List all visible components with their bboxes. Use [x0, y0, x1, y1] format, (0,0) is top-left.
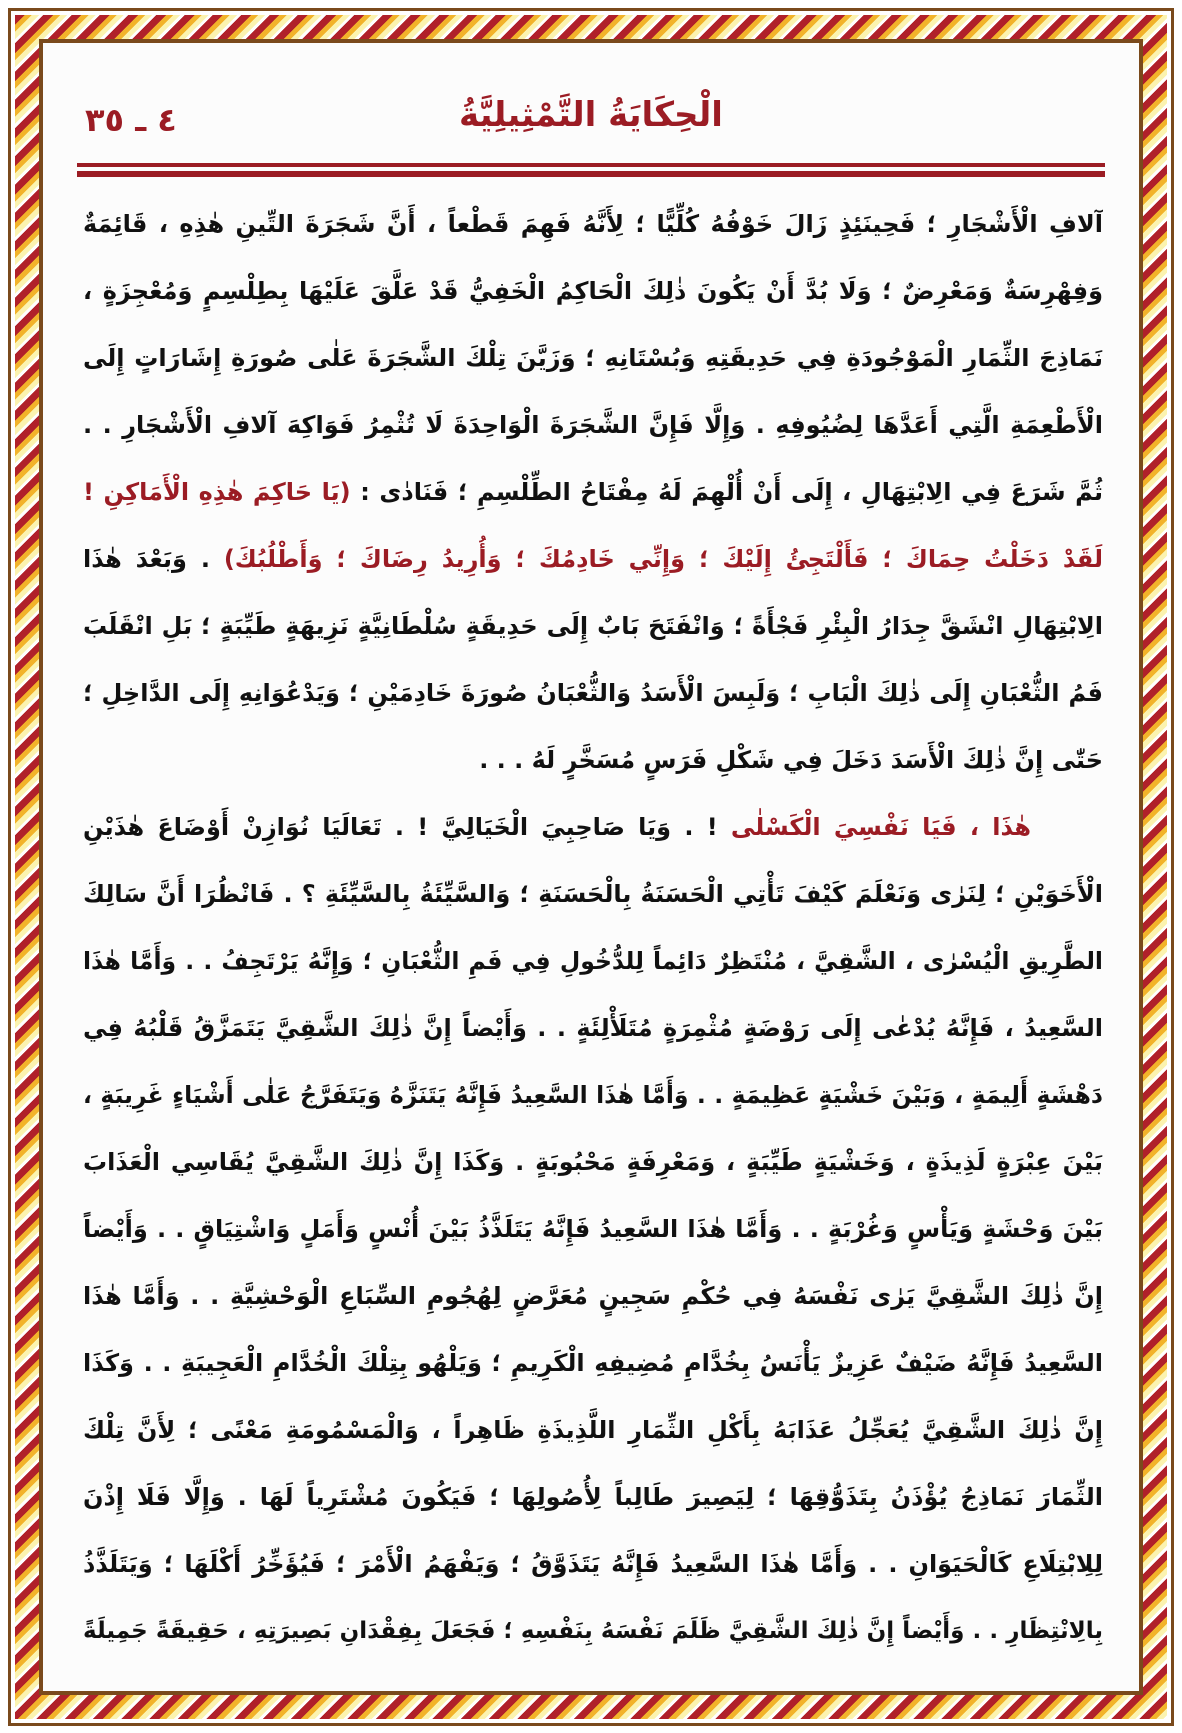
text-line — [83, 459, 1103, 526]
text-segment: بَيْنَ عِبْرَةٍ لَذِيذَةٍ ، وَخَشْيَةٍ طَيِّبَةٍ ، وَمَعْرِفَةٍ مَحْبُوبَةٍ . وَكَذَا إِنَّ ذٰلِكَ الشَّقِيَّ يُقَاسِي الْعَذَابَ — [83, 1148, 1103, 1176]
text-segment: . وَبَعْدَ هٰذَا — [83, 545, 224, 573]
text-line — [83, 794, 1103, 861]
page-title: الْحِكَايَةُ التَّمْثِيلِيَّةُ — [459, 95, 723, 135]
text-line — [83, 995, 1103, 1062]
text-line — [83, 593, 1103, 660]
text-line — [83, 258, 1103, 325]
text-line — [83, 325, 1103, 392]
text-line — [83, 928, 1103, 995]
highlighted-text: هٰذَا ، فَيَا نَفْسِيَ الْكَسْلٰى — [730, 813, 1031, 841]
page-number: ٤ ـ ٣٥ — [85, 101, 177, 139]
text-line — [83, 727, 1103, 794]
text-line — [83, 1598, 1103, 1665]
text-segment: بِالِانْتِظَارِ . . وَأَيْضاً إِنَّ ذٰلِكَ الشَّقِيَّ ظَلَمَ نَفْسَهُ بِنَفْسِهِ ؛ فَجَعَلَ بِفِقْدَانِ بَصِيرَتِهِ ، حَقِيقَةً جَمِيلَةً — [83, 1618, 1103, 1644]
highlighted-text: لَقَدْ دَخَلْتُ حِمَاكَ ؛ فَأَلْتَجِئُ إِلَيْكَ ؛ وَإِنِّي خَادِمُكَ ؛ وَأُرِيدُ رِضَاكَ ؛ وَأَطْلُبُكَ) — [223, 545, 1103, 573]
text-segment: الِابْتِهَالِ انْشَقَّ جِدَارُ الْبِئْرِ فَجْأَةً ؛ وَانْفَتَحَ بَابٌ إِلَى حَدِيقَةٍ سُلْطَانِيَّةٍ نَزِيهَةٍ طَيِّبَةٍ ؛ بَلِ انْقَلَبَ — [83, 612, 1103, 640]
text-line — [83, 1263, 1103, 1330]
text-line — [83, 1397, 1103, 1464]
text-segment: الْأَخَوَيْنِ ؛ لِنَرٰى وَنَعْلَمَ كَيْفَ تَأْتِي الْحَسَنَةُ بِالْحَسَنَةِ ؛ وَالسَّيِّئَةُ بِالسَّيِّئَةِ ؟ . فَانْظُرَا أَنَّ سَالِكَ — [83, 880, 1103, 908]
text-line — [83, 392, 1103, 459]
text-line — [83, 1464, 1103, 1531]
text-line — [83, 861, 1103, 928]
ornamental-page-border — [8, 8, 1174, 1726]
text-line — [83, 1062, 1103, 1129]
highlighted-text: (يَا حَاكِمَ هٰذِهِ الْأَمَاكِنِ ! — [83, 478, 351, 506]
text-line — [83, 526, 1103, 593]
text-segment: الطَّرِيقِ الْيُسْرٰى ، الشَّقِيَّ ، مُنْتَظِرٌ دَائِماً لِلدُّخُولِ فِي فَمِ الثُّعْبَانِ ؛ وَإِنَّهُ يَرْتَجِفُ . . وَأَمَّا هٰذَا — [83, 947, 1103, 975]
text-segment: إِنَّ ذٰلِكَ الشَّقِيَّ يُعَجِّلُ عَذَابَهُ بِأَكْلِ الثِّمَارِ اللَّذِيذَةِ ظَاهِراً ، وَالْمَسْمُومَةِ مَعْنًى ؛ لِأَنَّ تِلْكَ — [83, 1416, 1103, 1444]
header-divider-thick — [77, 171, 1105, 177]
header-divider — [77, 163, 1105, 167]
text-body — [83, 191, 1103, 1665]
text-line — [83, 1531, 1103, 1598]
text-line — [83, 1330, 1103, 1397]
text-segment: نَمَاذِجَ الثِّمَارِ الْمَوْجُودَةِ فِي حَدِيقَتِهِ وَبُسْتَانِهِ ؛ وَزَيَّنَ تِلْكَ الشَّجَرَةَ عَلٰى صُورَةِ إِشَارَاتٍ إِلَى — [83, 344, 1103, 372]
text-segment: وَفِهْرِسَةٌ وَمَعْرِضٌ ؛ وَلَا بُدَّ أَنْ يَكُونَ ذٰلِكَ الْحَاكِمُ الْخَفِيُّ قَدْ عَلَّقَ عَلَيْهَا بِطِلْسِمٍ وَمُعْجِزَةٍ ، — [83, 277, 1103, 305]
text-segment: الثِّمَارَ نَمَاذِجُ يُؤْذَنُ بِتَذَوُّقِهَا ؛ لِيَصِيرَ طَالِباً لِأُصُولِهَا ؛ فَيَكُونَ مُشْتَرِياً لَهَا . وَإِلَّا فَلَا إِذْنَ — [83, 1483, 1103, 1511]
page-content — [39, 39, 1143, 1695]
text-segment: ثُمَّ شَرَعَ فِي الِابْتِهَالِ ، إِلَى أَنْ أُلْهِمَ لَهُ مِفْتَاحُ الطِّلْسِمِ ؛ فَنَادٰى : — [350, 478, 1103, 506]
text-segment: آلافِ الْأَشْجَارِ ؛ فَحِينَئِذٍ زَالَ خَوْفُهُ كُلِّيًّا ؛ لِأَنَّهُ فَهِمَ قَطْعاً ، أَنَّ شَجَرَةَ التِّينِ هٰذِهِ ، قَائِمَةٌ — [83, 210, 1103, 238]
text-segment: السَّعِيدُ ، فَإِنَّهُ يُدْعٰى إِلَى رَوْضَةٍ مُثْمِرَةٍ مُتَلَأْلِئَةٍ . . وَأَيْضاً إِنَّ ذٰلِكَ الشَّقِيَّ يَتَمَزَّقُ قَلْبُهُ فِي — [83, 1014, 1103, 1042]
text-line — [83, 1129, 1103, 1196]
text-segment: بَيْنَ وَحْشَةٍ وَيَأْسٍ وَغُرْبَةٍ . . وَأَمَّا هٰذَا السَّعِيدُ فَإِنَّهُ يَتَلَذَّذُ بَيْنَ أُنْسٍ وَأَمَلٍ وَاشْتِيَاقٍ . . وَأَيْضاً — [83, 1215, 1103, 1243]
text-segment: لِلِابْتِلَاعِ كَالْحَيَوَانِ . . وَأَمَّا هٰذَا السَّعِيدُ فَإِنَّهُ يَتَذَوَّقُ ؛ وَيَفْهَمُ الْأَمْرَ ؛ فَيُؤَخِّرُ أَكْلَهَا ؛ وَيَتَلَذَّذُ — [83, 1550, 1103, 1578]
text-segment: السَّعِيدُ فَإِنَّهُ ضَيْفٌ عَزِيزٌ يَأْنَسُ بِخُدَّامِ مُضِيفِهِ الْكَرِيمِ ؛ وَيَلْهُو بِتِلْكَ الْخُدَّامِ الْعَجِيبَةِ . . وَكَذَا — [83, 1349, 1103, 1377]
text-line — [83, 660, 1103, 727]
page-header — [43, 43, 1139, 193]
text-line — [83, 191, 1103, 258]
text-segment: الْأَطْعِمَةِ الَّتِي أَعَدَّهَا لِضُيُوفِهِ . وَإِلَّا فَإِنَّ الشَّجَرَةَ الْوَاحِدَةَ لَا تُثْمِرُ فَوَاكِهَ آلافِ الْأَشْجَارِ . . — [83, 411, 1103, 439]
text-segment: فَمُ الثُّعْبَانِ إِلَى ذٰلِكَ الْبَابِ ؛ وَلَبِسَ الْأَسَدُ وَالثُّعْبَانُ صُورَةَ خَادِمَيْنِ ؛ وَيَدْعُوَانِهِ إِلَى الدَّاخِلِ ؛ — [83, 679, 1103, 707]
text-segment: دَهْشَةٍ أَلِيمَةٍ ، وَبَيْنَ خَشْيَةٍ عَظِيمَةٍ . . وَأَمَّا هٰذَا السَّعِيدُ فَإِنَّهُ يَتَنَزَّهُ وَيَتَفَرَّجُ عَلٰى أَشْيَاءٍ غَرِيبَةٍ ، — [83, 1081, 1103, 1109]
text-line — [83, 1196, 1103, 1263]
text-segment: إِنَّ ذٰلِكَ الشَّقِيَّ يَرٰى نَفْسَهُ فِي حُكْمِ سَجِينٍ مُعَرَّضٍ لِهُجُومِ السِّبَاعِ الْوَحْشِيَّةِ . . وَأَمَّا هٰذَا — [83, 1282, 1103, 1310]
text-segment: حَتّٰى إِنَّ ذٰلِكَ الْأَسَدَ دَخَلَ فِي شَكْلِ فَرَسٍ مُسَخَّرٍ لَهُ . . . — [479, 746, 1103, 774]
text-segment: ! . وَيَا صَاحِبِيَ الْخَيَالِيَّ ! . تَعَالَيَا نُوَازِنْ أَوْضَاعَ هٰذَيْنِ — [83, 813, 731, 841]
